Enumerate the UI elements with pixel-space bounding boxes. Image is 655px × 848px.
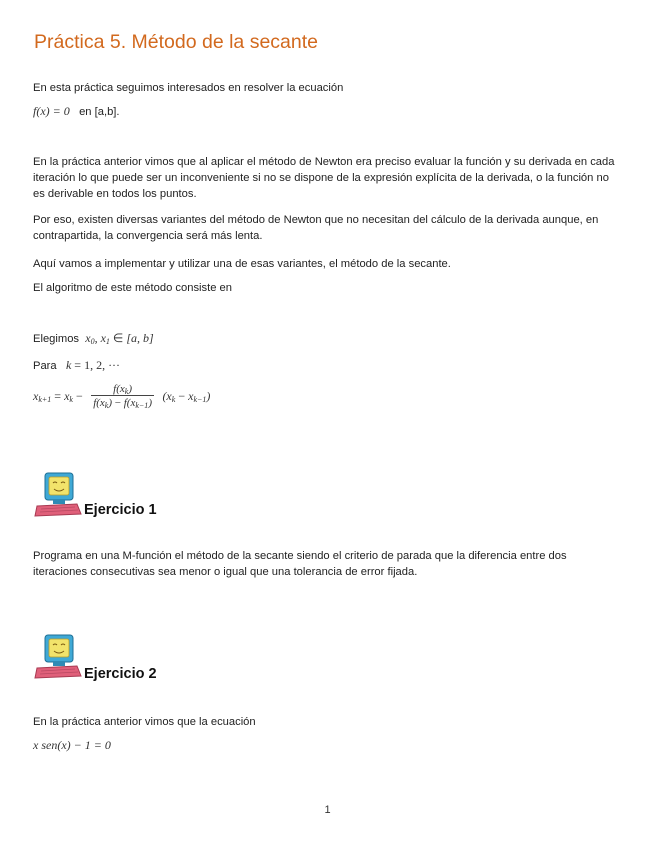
computer-icon	[33, 634, 83, 682]
equation-line	[33, 103, 623, 120]
variants-paragraph: Por eso, existen diversas variantes del método de Newton que no necesitan del cálculo de la derivada aunque, en contrapartida, la convergencia será más lenta.	[33, 214, 599, 242]
for-line	[33, 357, 623, 374]
exercise2-text: En la práctica anterior vimos que la ecuación	[33, 716, 256, 728]
implement-paragraph: Aquí vamos a implementar y utilizar una de esas variantes, el método de la secante.	[33, 258, 451, 270]
for-math: k = 1, 2, ···	[65, 358, 121, 372]
exercise2-equation-line	[33, 737, 623, 754]
for-label: Para	[33, 360, 57, 372]
choose-label: Elegimos	[33, 333, 80, 345]
exercise2-icon	[33, 634, 83, 687]
formula-tail: $(x_k - x_{k-1})$	[162, 389, 211, 405]
secant-formula	[33, 383, 210, 409]
page-number: 1	[324, 804, 331, 816]
newton-paragraph: En la práctica anterior vimos que al aplicar el método de Newton era preciso evaluar la función y su derivada en cada iteración lo que puede ser un inconveniente si no se dispone de la expresión explícita de la derivada, o la función no es derivable en todos los puntos.	[33, 156, 615, 200]
exercise1-icon	[33, 472, 83, 525]
exercise2-heading: Ejercicio 2	[84, 666, 157, 682]
equation-math: f(x) = 0	[33, 104, 70, 118]
choose-line	[33, 330, 623, 347]
formula-lhs: $x_{k+1} = x_k$ −	[33, 389, 83, 405]
intro-paragraph: En esta práctica seguimos interesados en resolver la ecuación	[33, 82, 344, 94]
equation-interval: en [a,b].	[79, 106, 120, 118]
algorithm-paragraph: El algoritmo de este método consiste en	[33, 282, 232, 294]
formula-denominator: $f(x_k) - f(x_{k-1})$	[93, 397, 152, 410]
formula-fraction	[91, 383, 154, 409]
exercise1-heading: Ejercicio 1	[84, 502, 157, 518]
choose-math: $x_0$, $x_1$ ∈ [a, b]	[85, 331, 154, 346]
formula-numerator: $f(x_k)$	[113, 383, 132, 396]
page-title: Práctica 5. Método de la secante	[34, 31, 318, 53]
exercise1-text: Programa en una M-función el método de la secante siendo el criterio de parada que la diferencia entre dos iteraciones consecutivas sea menor o igual que una tolerancia de error fijada.	[33, 550, 567, 578]
computer-icon	[33, 472, 83, 520]
exercise2-equation: x sen(x) − 1 = 0	[33, 738, 111, 752]
